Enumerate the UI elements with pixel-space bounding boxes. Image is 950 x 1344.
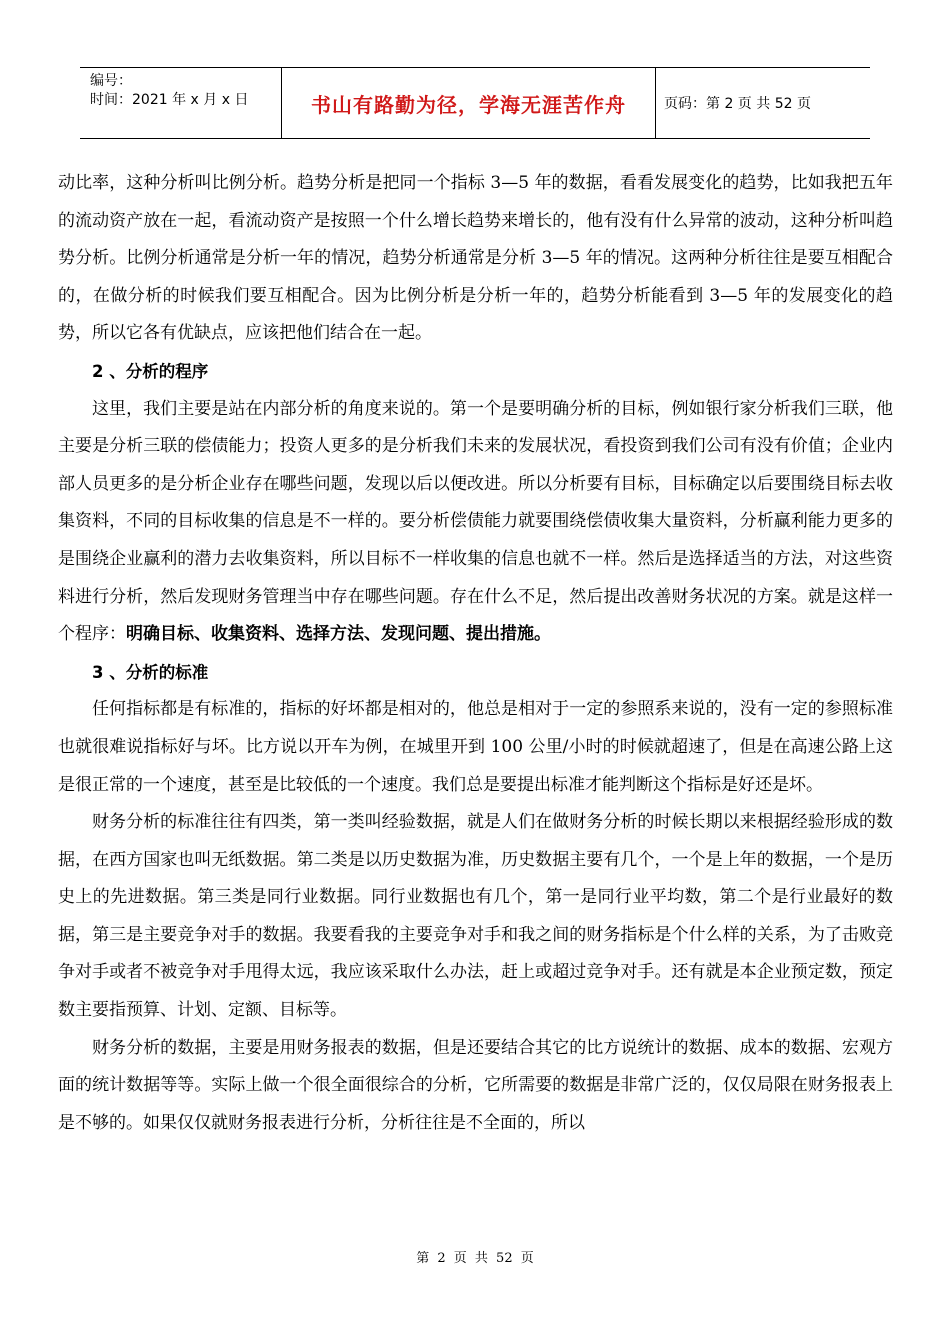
paragraph-analysis-procedure [58,391,893,654]
document-number-label: 编号： [90,73,132,89]
paragraph-standards-reference: 任何指标都是有标准的，指标的好坏都是相对的，他总是相对于一定的参照系来说的，没有一定的参照标准也就很难说指标好与坏。比方说以开车为例，在城里开到 100 公里/小时的时候就超速了，但是在高速公路上这是很正常的一个速度，甚至是比较低的一个速度。我们总是要提出标准才能判断这个指标是好还是坏。 [58,699,893,795]
paragraph-analysis-data: 财务分析的数据，主要是用财务报表的数据，但是还要结合其它的比方说统计的数据、成本的数据、宏观方面的统计数据等等。实际上做一个很全面很综合的分析，它所需要的数据是非常广泛的，仅仅局限在财务报表上是不够的。如果仅仅就财务报表进行分析，分析往往是不全面的，所以 [58,1037,893,1133]
header-meta [80,68,282,138]
document-header [80,67,870,139]
section-heading-analysis-procedure: 2 、分析的程序 [92,361,209,381]
paragraph-ratio-trend-analysis: 动比率，这种分析叫比例分析。趋势分析是把同一个指标 3—5 年的数据，看看发展变化的趋势，比如我把五年的流动资产放在一起，看流动资产是按照一个什么增长趋势来增长的，他有没有什么异常的波动，这种分析叫趋势分析。比例分析通常是分析一年的情况，趋势分析通常是分析 3—5 年的情况。这两种分析往往是要互相配合的，在做分析的时候我们要互相配合。因为比例分析是分析一年的，趋势分析能看到 3—5 年的发展变化的趋势，所以它各有优缺点，应该把他们结合在一起。 [58,173,893,344]
header-page-info: 页码：第 2 页 共 52 页 [664,96,811,112]
header-motto: 书山有路勤为径，学海无涯苦作舟 [282,68,656,138]
section-heading-analysis-standards: 3 、分析的标准 [92,662,209,682]
page-footer: 第 2 页 共 52 页 [416,1251,534,1266]
document-body [58,165,893,1142]
procedure-steps-bold: 明确目标、收集资料、选择方法、发现问题、提出措施。 [126,624,551,645]
document-date: 时间：2021 年 x 月 x 日 [90,92,249,108]
paragraph-analysis-procedure-text: 这里，我们主要是站在内部分析的角度来说的。第一个是要明确分析的目标，例如银行家分析我们三联，他主要是分析三联的偿债能力；投资人更多的是分析我们未来的发展状况，看投资到我们公司有没有价值；企业内部人员更多的是分析企业存在哪些问题，发现以后以便改进。所以分析要有目标，目标确定以后要围绕目标去收集资料，不同的目标收集的信息是不一样的。要分析偿债能力就要围绕偿债收集大量资料，分析赢利能力更多的是围绕企业赢利的潜力去收集资料，所以目标不一样收集的信息也就不一样。然后是选择适当的方法，对这些资料进行分析，然后发现财务管理当中存在哪些问题。存在什么不足，然后提出改善财务状况的方案。就是这样一个程序： [58,398,893,645]
paragraph-four-standard-types: 财务分析的标准往往有四类，第一类叫经验数据，就是人们在做财务分析的时候长期以来根据经验形成的数据，在西方国家也叫无纸数据。第二类是以历史数据为准，历史数据主要有几个，一个是上年的数据，一个是历史上的先进数据。第三类是同行业数据。同行业数据也有几个，第一是同行业平均数，第二个是行业最好的数据，第三是主要竞争对手的数据。我要看我的主要竞争对手和我之间的财务指标是个什么样的关系，为了击败竞争对手或者不被竞争对手甩得太远，我应该采取什么办法，赶上或超过竞争对手。还有就是本企业预定数，预定数主要指预算、计划、定额、目标等。 [58,812,893,1021]
